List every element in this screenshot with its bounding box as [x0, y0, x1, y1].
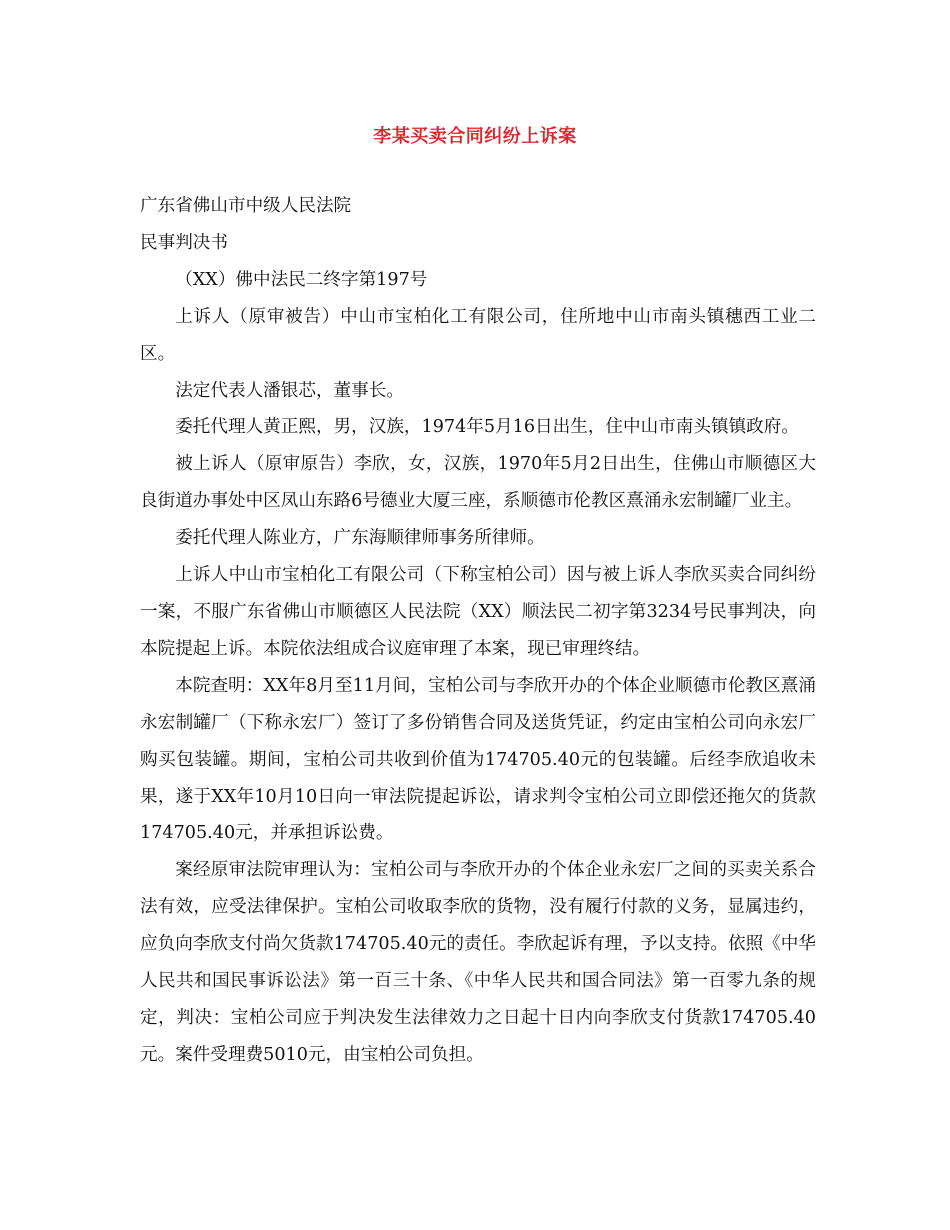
case-number: （XX）佛中法民二终字第197号 [175, 269, 428, 290]
paragraph-appellant: 上诉人（原审被告）中山市宝柏化工有限公司，住所地中山市南头镇穗西工业二区。 [140, 306, 816, 364]
paragraph-first-instance-ruling: 案经原审法院审理认为：宝柏公司与李欣开办的个体企业永宏厂之间的买卖关系合法有效，应受法律保护。宝柏公司收取李欣的货物，没有履行付款的义务，显属违约，应负向李欣支付尚欠货款174705.40元的责任。李欣起诉有理，予以支持。依照《中华人民共和国民事诉讼法》第一百三十条、《中华人民共和国合同法》第一百零九条的规定，判决：宝柏公司应于判决发生法律效力之日起十日内向李欣支付货款174705.40元。案件受理费5010元，由宝柏公司负担。 [140, 860, 816, 1065]
document-title: 李某买卖合同纠纷上诉案 [373, 126, 577, 147]
paragraph-legal-representative: 法定代表人潘银芯，董事长。 [175, 380, 404, 401]
paragraph-appellee-agent: 委托代理人陈业方，广东海顺律师事务所律师。 [175, 528, 545, 549]
paragraph-case-intro: 上诉人中山市宝柏化工有限公司（下称宝柏公司）因与被上诉人李欣买卖合同纠纷一案，不服广东省佛山市顺德区人民法院（XX）顺法民二初字第3234号民事判决，向本院提起上诉。本院依法组成合议庭审理了本案，现已审理终结。 [140, 565, 816, 659]
paragraph-findings: 本院查明：XX年8月至11月间，宝柏公司与李欣开办的个体企业顺德市伦教区熹涌永宏制罐厂（下称永宏厂）签订了多份销售合同及送货凭证，约定由宝柏公司向永宏厂购买包装罐。期间，宝柏公司共收到价值为174705.40元的包装罐。后经李欣追收未果，遂于XX年10月10日向一审法院提起诉讼，请求判令宝柏公司立即偿还拖欠的货款174705.40元，并承担诉讼费。 [140, 675, 816, 844]
paragraph-appellant-agent: 委托代理人黄正熙，男，汉族，1974年5月16日出生，住中山市南头镇镇政府。 [175, 417, 799, 438]
court-name: 广东省佛山市中级人民法院 [140, 196, 352, 216]
document-type: 民事判决书 [140, 232, 228, 253]
paragraph-appellee: 被上诉人（原审原告）李欣，女，汉族，1970年5月2日出生，住佛山市顺德区大良街道办事处中区凤山东路6号德业大厦三座，系顺德市伦教区熹涌永宏制罐厂业主。 [140, 454, 816, 512]
document-body [140, 188, 816, 1074]
